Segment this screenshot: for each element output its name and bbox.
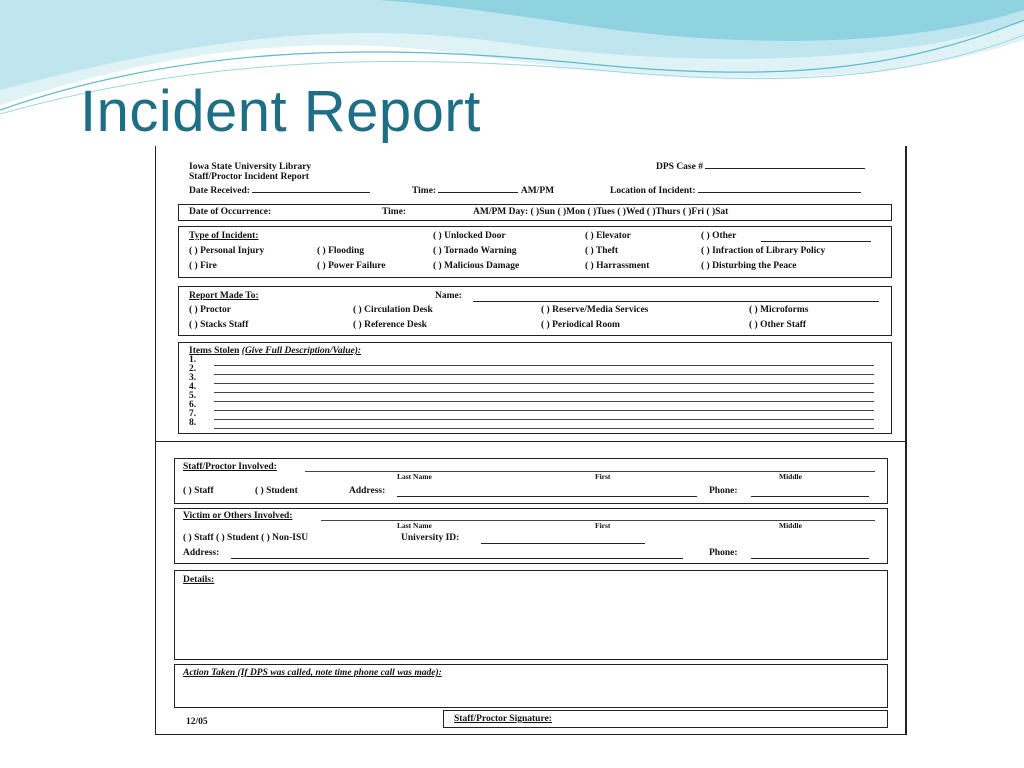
- report-option: ( ) Proctor: [189, 305, 232, 315]
- items-stolen-heading: Items Stolen: [189, 346, 240, 356]
- victim-options: ( ) Staff ( ) Student ( ) Non-ISU: [183, 533, 309, 543]
- item-line: [214, 419, 874, 420]
- incident-option: ( ) Harrassment: [585, 261, 650, 271]
- items-stolen-subheading: (Give Full Description/Value):: [241, 346, 362, 356]
- details-box: [174, 570, 888, 660]
- incident-option: ( ) Power Failure: [317, 261, 386, 271]
- item-line: [214, 383, 874, 384]
- victim-address-label: Address:: [183, 548, 220, 558]
- item-line: [214, 392, 874, 393]
- location-label: Location of Incident:: [610, 186, 696, 196]
- other-field: [761, 231, 871, 242]
- incident-option: ( ) Malicious Damage: [433, 261, 520, 271]
- incident-option: ( ) Tornado Warning: [433, 246, 517, 256]
- occurrence-date-label: Date of Occurrence:: [189, 207, 272, 217]
- victim-box: [174, 508, 888, 564]
- ampm-label: AM/PM: [520, 186, 555, 196]
- action-taken-box: [174, 664, 888, 708]
- incident-option: ( ) Elevator: [585, 231, 631, 241]
- incident-option: ( ) Flooding: [317, 246, 364, 256]
- last-name-label: Last Name: [397, 472, 432, 481]
- university-id-field: [481, 533, 645, 544]
- org-name: Iowa State University Library: [189, 162, 312, 172]
- student-option: ( ) Student: [255, 486, 298, 496]
- report-option: ( ) Microforms: [749, 305, 809, 315]
- dps-case-field: [705, 168, 865, 169]
- victim-first-label: First: [595, 521, 611, 530]
- incident-option: ( ) Disturbing the Peace: [701, 261, 797, 271]
- item-number: 5.: [189, 391, 197, 401]
- incident-option: ( ) Infraction of Library Policy: [701, 246, 826, 256]
- signature-label: Staff/Proctor Signature:: [454, 714, 552, 724]
- university-id-label: University ID:: [401, 533, 460, 543]
- time-field: [438, 192, 518, 193]
- incident-report-form: [155, 146, 907, 735]
- staff-phone-field: [751, 486, 869, 497]
- victim-heading: Victim or Others Involved:: [183, 511, 293, 521]
- time-label: Time:: [412, 186, 437, 196]
- dps-case-label: DPS Case #: [656, 162, 703, 172]
- victim-last-label: Last Name: [397, 521, 432, 530]
- staff-option: ( ) Staff: [183, 486, 214, 496]
- report-name-label: Name:: [435, 291, 462, 301]
- item-number: 1.: [189, 355, 197, 365]
- form-date-code: 12/05: [186, 717, 208, 727]
- items-stolen-box: [178, 342, 892, 434]
- occurrence-days: AM/PM Day: ( )Sun ( )Mon ( )Tues ( )Wed ( )Thurs ( )Fri ( )Sat: [473, 207, 729, 217]
- item-line: [214, 365, 874, 366]
- item-number: 3.: [189, 373, 197, 383]
- item-line: [214, 410, 874, 411]
- item-number: 7.: [189, 409, 197, 419]
- middle-name-label: Middle: [779, 472, 802, 481]
- report-option: ( ) Circulation Desk: [353, 305, 433, 315]
- incident-option: ( ) Other: [701, 231, 737, 241]
- slide-title: Incident Report: [80, 79, 481, 144]
- date-received-field: [252, 192, 370, 193]
- page-break-line: [156, 441, 905, 442]
- staff-involved-box: [174, 458, 888, 504]
- details-heading: Details:: [183, 575, 215, 585]
- first-name-label: First: [595, 472, 611, 481]
- victim-phone-label: Phone:: [709, 548, 738, 558]
- item-line: [214, 401, 874, 402]
- incident-option: ( ) Fire: [189, 261, 217, 271]
- incident-type-box: [178, 226, 892, 278]
- staff-address-label: Address:: [349, 486, 386, 496]
- item-line: [214, 428, 874, 429]
- staff-phone-label: Phone:: [709, 486, 738, 496]
- report-option: ( ) Reserve/Media Services: [541, 305, 649, 315]
- staff-heading: Staff/Proctor Involved:: [183, 462, 277, 472]
- signature-box: [443, 710, 888, 728]
- item-number: 4.: [189, 382, 197, 392]
- staff-address-field: [397, 486, 697, 497]
- occurrence-time-label: Time:: [382, 207, 407, 217]
- action-heading: Action Taken (If DPS was called, note time phone call was made):: [183, 668, 442, 678]
- item-number: 2.: [189, 364, 197, 374]
- date-received-label: Date Received:: [189, 186, 250, 196]
- report-made-to-box: [178, 286, 892, 336]
- occurrence-box: [178, 204, 892, 221]
- report-heading: Report Made To:: [189, 291, 259, 301]
- report-name-field: [473, 291, 879, 302]
- report-option: ( ) Reference Desk: [353, 320, 427, 330]
- form-name: Staff/Proctor Incident Report: [189, 172, 309, 182]
- victim-middle-label: Middle: [779, 521, 802, 530]
- report-option: ( ) Stacks Staff: [189, 320, 249, 330]
- incident-option: ( ) Unlocked Door: [433, 231, 506, 241]
- report-option: ( ) Periodical Room: [541, 320, 620, 330]
- item-number: 8.: [189, 418, 197, 428]
- incident-type-heading: Type of Incident:: [189, 231, 259, 241]
- victim-address-field: [231, 548, 683, 559]
- item-line: [214, 374, 874, 375]
- location-field: [698, 192, 861, 193]
- incident-option: ( ) Theft: [585, 246, 619, 256]
- incident-option: ( ) Personal Injury: [189, 246, 265, 256]
- report-option: ( ) Other Staff: [749, 320, 807, 330]
- victim-phone-field: [751, 548, 869, 559]
- item-number: 6.: [189, 400, 197, 410]
